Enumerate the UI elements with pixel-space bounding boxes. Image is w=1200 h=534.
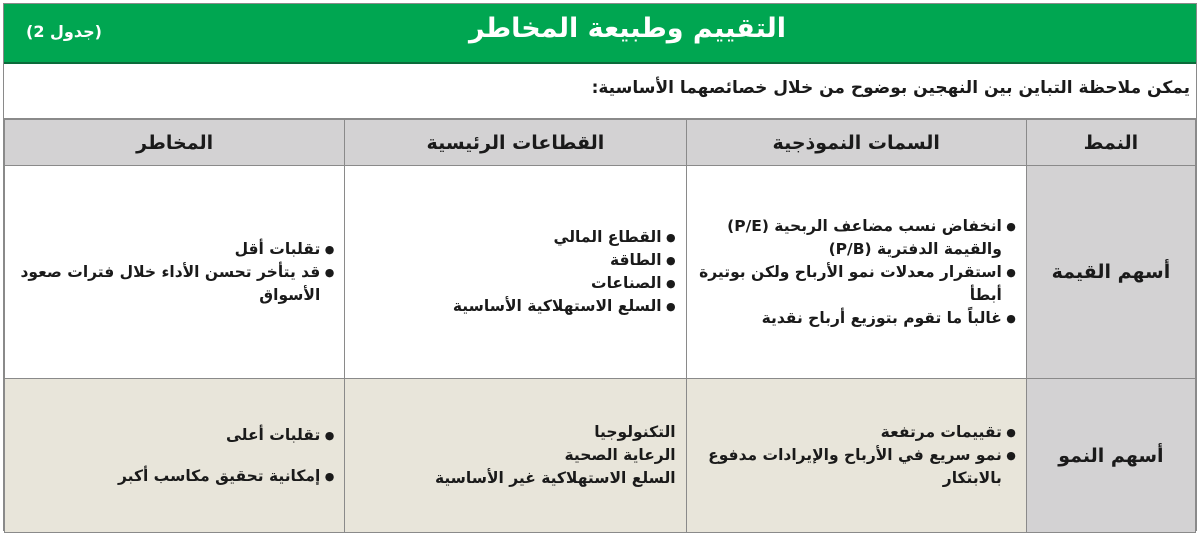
list-item: ● قد يتأخر تحسن الأداء خلال فترات صعود الأسواق [11, 261, 334, 307]
cell-value-traits [686, 166, 1026, 379]
list-item: ● استقرار معدلات نمو الأرباح ولكن بوتيرة أبطأ [693, 261, 1016, 307]
list-item: ● غالباً ما تقوم بتوزيع أرباح نقدية [693, 307, 1016, 330]
list-item: التكنولوجيا [594, 423, 676, 441]
list-item: ● تقلبات أعلى [11, 424, 334, 447]
cell-growth-sectors [345, 379, 686, 533]
list-item: الرعاية الصحية [564, 446, 676, 464]
intro-row [4, 64, 1196, 119]
cell-value-risks [5, 166, 345, 379]
table-number-label: (جدول 2) [26, 22, 102, 41]
cell-growth-traits [686, 379, 1026, 533]
list-item: السلع الاستهلاكية غير الأساسية [434, 469, 676, 487]
list-item: ● القطاع المالي [351, 226, 675, 249]
growth-sectors-list [345, 421, 685, 490]
cell-value-sectors [345, 166, 686, 379]
column-header-type: النمط [1026, 120, 1195, 166]
table-row-value-stocks [5, 166, 1196, 379]
comparison-table [4, 119, 1196, 533]
list-item: ● الطاقة [351, 249, 675, 272]
row-label-growth-stocks: أسهم النمو [1026, 379, 1195, 533]
growth-traits-list [687, 421, 1026, 490]
list-item: ● نمو سريع في الأرباح والإيرادات مدفوع بالابتكار [693, 444, 1016, 490]
cell-growth-risks [5, 379, 345, 533]
column-header-traits: السمات النموذجية [686, 120, 1026, 166]
list-item: ● تقلبات أقل [11, 238, 334, 261]
growth-risks-list [5, 424, 344, 488]
value-traits-list [687, 215, 1026, 330]
list-item: ● انخفاض نسب مضاعف الربحية (P/E) والقيمة الدفترية (P/B) [693, 215, 1016, 261]
value-risks-list [5, 238, 344, 307]
table-title: التقييم وطبيعة المخاطر [468, 13, 786, 44]
column-header-risks: المخاطر [5, 120, 345, 166]
list-item: ● الصناعات [351, 272, 675, 295]
intro-text: يمكن ملاحظة التباين بين النهجين بوضوح من خلال خصائصهما الأساسية: [591, 78, 1190, 98]
list-item: ● السلع الاستهلاكية الأساسية [351, 295, 675, 318]
value-sectors-list [345, 226, 685, 318]
list-item: ● تقييمات مرتفعة [693, 421, 1016, 444]
row-label-value-stocks: أسهم القيمة [1026, 166, 1195, 379]
table-header-row [5, 120, 1196, 166]
list-item: ● إمكانية تحقيق مكاسب أكبر [11, 465, 334, 488]
table-row-growth-stocks [5, 379, 1196, 533]
valuation-risk-table-figure [3, 3, 1197, 531]
column-header-sectors: القطاعات الرئيسية [345, 120, 686, 166]
title-bar [4, 4, 1196, 64]
